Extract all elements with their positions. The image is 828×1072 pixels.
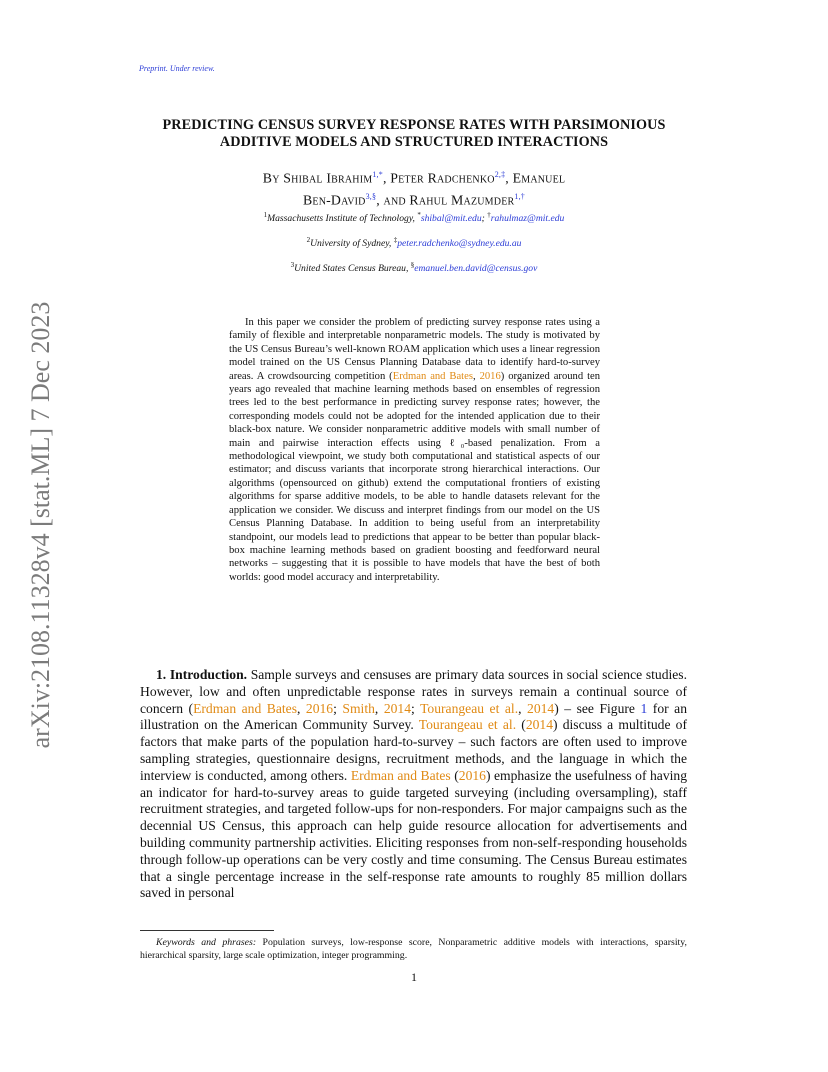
section-heading: 1. Introduction. bbox=[156, 667, 248, 682]
footnote bbox=[140, 936, 687, 962]
author-2: , Peter Radchenko bbox=[382, 170, 495, 186]
footnote-rule bbox=[140, 930, 274, 931]
citation-erdman-bates-2[interactable]: Erdman and Bates bbox=[350, 767, 451, 783]
affiliation-2-text: University of Sydney, bbox=[310, 238, 394, 250]
abstract-text-2: ) organized around ten years ago revealed that machine learning methods based on ensembles of regression trees led to the best performance in predicting survey response rates; however, the corresponding models could not be adopted for the intended application due to their black-box nature. We consider nonparametric additive models with small number of main and pairwise interaction effects using ℓ₀-based penalization. From a methodological viewpoint, we study both computational and statistical aspects of our estimator; and discuss variants that incorporate strong hierarchical interactions. Our algorithms (opensourced on github) extend the computational frontiers of existing algorithms for sparse additive models, to be able to handle datasets relevant for the application we consider. We discuss and interpret findings from our model on the US Census Planning Database. In addition to being useful from an interpretability standpoint, our models lead to predictions that appear to be better than popular black-box machine learning methods based on gradient boosting and feedforward neural networks – suggesting that it is possible to have models that have the best of both worlds: good model accuracy and interpretability. bbox=[229, 370, 601, 583]
author-3-first: , Emanuel bbox=[505, 170, 566, 186]
citation-tourangeau-2-year[interactable]: 2014 bbox=[525, 717, 553, 733]
citation-sep-1: ; bbox=[333, 700, 343, 716]
author-1-mark: 1,* bbox=[372, 170, 383, 179]
citation-tourangeau-2[interactable]: Tourangeau et al. bbox=[418, 717, 517, 733]
abstract-text-1: In this paper we consider the problem of predicting survey response rates using a family of flexible and interpretable nonparametric models. The study is motivated by the US Census Bureau’s well-known ROAM application which uses a linear regression model trained on the US Census Planning Database data to identify hard-to-survey areas. A crowdsourcing competition ( bbox=[229, 317, 600, 382]
abstract-paragraph bbox=[229, 316, 600, 584]
author-3-mark: 3,§ bbox=[365, 191, 377, 201]
intro-text-4: discuss a multitude of factors that make parts of the population hard-to-survey – such factors are often used to improve sampling strategies, questionnaire designs, recruitment methods, and the language in which the interview is conducted, among others. bbox=[140, 717, 687, 783]
author-list bbox=[190, 166, 638, 209]
page-number: 1 bbox=[411, 970, 417, 984]
affiliation-1-num: 1 bbox=[263, 211, 268, 219]
figure-reference[interactable]: 1 bbox=[640, 700, 648, 716]
affiliation-3 bbox=[120, 261, 708, 274]
affiliation-3-text: United States Census Bureau, bbox=[294, 263, 411, 275]
author-1: By Shibal Ibrahim bbox=[262, 170, 373, 186]
affiliation-1-text: Massachusetts Institute of Technology, bbox=[267, 213, 418, 225]
abstract-citation-sep: , bbox=[472, 370, 480, 382]
author-2-mark: 2,‡ bbox=[494, 170, 506, 179]
affiliation-2 bbox=[120, 236, 708, 249]
affiliation-2-num: 2 bbox=[306, 236, 311, 244]
preprint-label: Preprint. Under review. bbox=[139, 64, 215, 73]
citation-erdman-bates-2-year[interactable]: 2016 bbox=[458, 767, 486, 783]
introduction-paragraph: 1. Introduction. Sample surveys and censuses are primary data sources in social science studies. However, low and often unpredictable response rates in surveys remain a continual source of concern (Erdman and Bates, 2016; Smith, 2014; Tourangeau et al., 2014) – see Figure 1 for an illustration on the American Community Survey. Tourangeau et al. (2014) discuss a multitude of factors that make parts of the population hard-to-survey – such factors are often used to improve sampling strategies, questionnaire designs, recruitment methods, and the language in which the interview is conducted, among others. Erdman and Bates (2016) emphasize the usefulness of having an indicator for hard-to-survey areas to guide targeted surveying (including oversampling), staff recruitment strategies, and targeted follow-ups for non-responders. For major campaigns such as the decennial US Census, this approach can help guide resource allocation for advertisements and building community partnership activities. Eliciting responses from non-self-responding households through follow-up operations can be very costly and time consuming. The Census Bureau estimates that a single percentage increase in the self-response rate amounts to roughly 85 million dollars saved in personal bbox=[140, 667, 687, 901]
citation-sep-2: ; bbox=[411, 700, 421, 716]
title-line-1: PREDICTING CENSUS SURVEY RESPONSE RATES WITH PARSIMONIOUS bbox=[162, 117, 666, 133]
email-3-mark: ‡ bbox=[393, 236, 398, 244]
email-2-mark: † bbox=[487, 211, 491, 219]
paper-title bbox=[120, 117, 708, 151]
citation-erdman-bates-year[interactable]: 2016 bbox=[305, 700, 334, 716]
citation-smith[interactable]: Smith bbox=[342, 700, 375, 716]
arxiv-stamp: arXiv:2108.11328v4 [stat.ML] 7 Dec 2023 bbox=[26, 301, 55, 749]
abstract-citation-year[interactable]: 2016 bbox=[479, 370, 501, 382]
email-2-link[interactable]: rahulmaz@mit.edu bbox=[490, 213, 565, 225]
email-1-mark: * bbox=[417, 211, 421, 219]
intro-text-3: for an illustration on the American Community Survey. bbox=[140, 700, 687, 733]
citation-tourangeau-year[interactable]: 2014 bbox=[527, 700, 555, 716]
citation-smith-year[interactable]: 2014 bbox=[383, 700, 411, 716]
abstract-citation-author[interactable]: Erdman and Bates bbox=[392, 370, 473, 382]
keywords-text: Population surveys, low-response score, Nonparametric additive models with interactions, sparsity, hierarchical sparsity, large scale optimization, integer programming. bbox=[140, 937, 687, 961]
email-4-mark: § bbox=[410, 261, 415, 269]
email-separator: ; bbox=[481, 213, 488, 225]
intro-text-1: Sample surveys and censuses are primary data sources in social science studies. However, low and often unpredictable response rates in surveys remain a continual source of concern ( bbox=[140, 667, 687, 716]
title-line-2: ADDITIVE MODELS AND STRUCTURED INTERACTIONS bbox=[219, 134, 609, 150]
intro-text-2: ) – see Figure bbox=[554, 700, 641, 716]
keywords-label: Keywords and phrases: bbox=[156, 937, 257, 948]
citation-tourangeau[interactable]: Tourangeau et al. bbox=[420, 700, 519, 716]
email-4-link[interactable]: emanuel.ben.david@census.gov bbox=[414, 263, 538, 275]
affiliation-1 bbox=[120, 211, 708, 224]
author-3-last: Ben-David bbox=[303, 192, 366, 208]
email-3-link[interactable]: peter.radchenko@sydney.edu.au bbox=[397, 238, 522, 250]
author-4-mark: 1,† bbox=[514, 191, 525, 201]
email-1-link[interactable]: shibal@mit.edu bbox=[420, 213, 482, 225]
citation-erdman-bates[interactable]: Erdman and Bates bbox=[193, 700, 297, 716]
footnote-paragraph bbox=[140, 936, 687, 962]
intro-text-5: emphasize the usefulness of having an indicator for hard-to-survey areas to guide targeted surveying (including oversampling), staff recruitment strategies, and targeted follow-ups for non-responders. For major campaigns such as the decennial US Census, this approach can help guide resource allocation for advertisements and building community partnership activities. Eliciting responses from non-self-responding households through follow-up operations can be very costly and time consuming. The Census Bureau estimates that a single percentage increase in the self-response rate amounts to roughly 85 million dollars saved in personal bbox=[140, 767, 687, 901]
abstract bbox=[229, 316, 600, 584]
affiliation-3-num: 3 bbox=[290, 261, 295, 269]
author-4: , and Rahul Mazumder bbox=[376, 192, 515, 208]
introduction-section bbox=[140, 667, 687, 902]
